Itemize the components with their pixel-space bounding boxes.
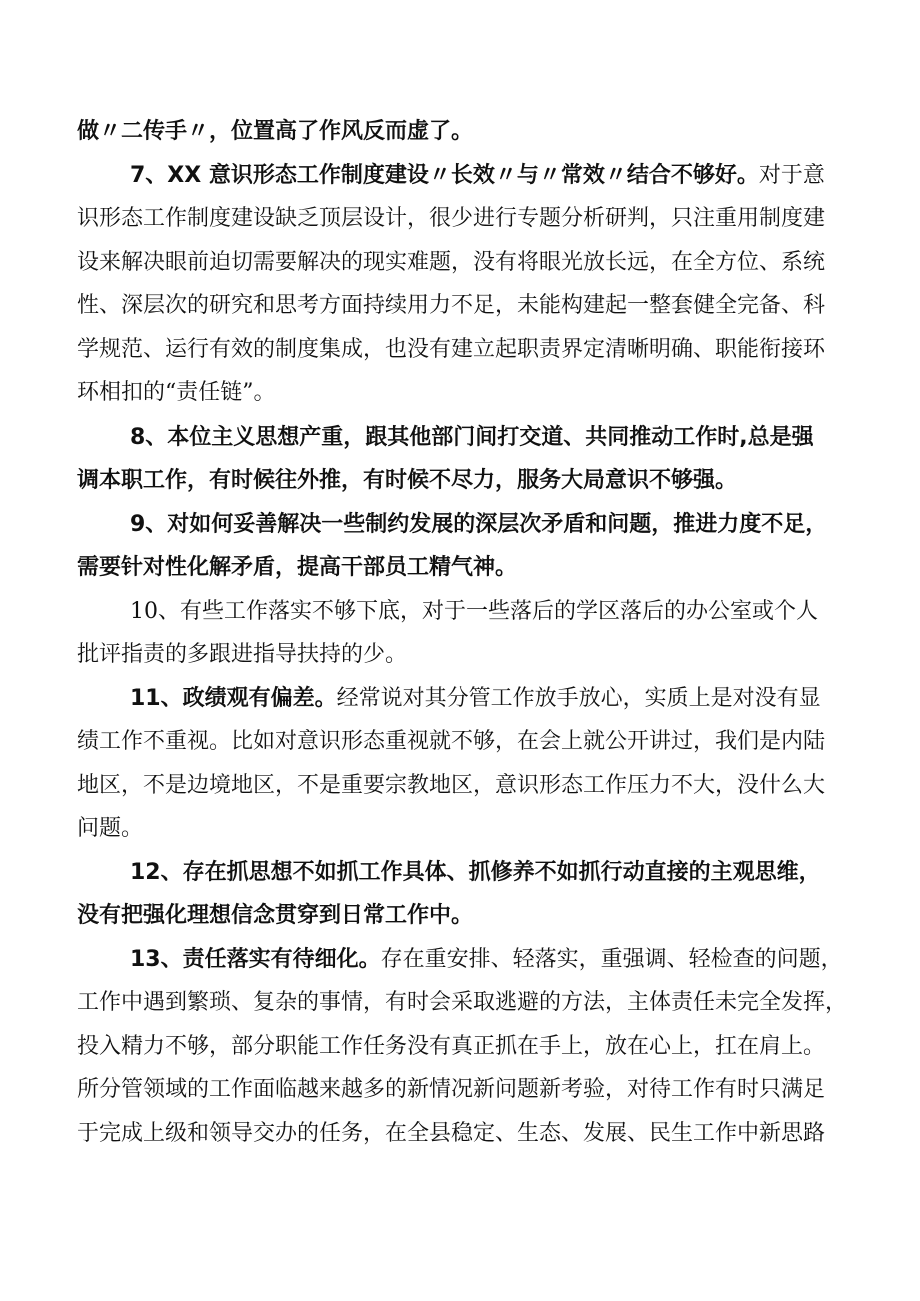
text-line: 没有把强化理想信念贯穿到日常工作中。 (77, 903, 474, 928)
text-line: 8、本位主义思想产重，跟其他部门间打交道、共同推动工作时,总是强 (130, 425, 814, 450)
text-line: 问题。 (77, 816, 144, 841)
paragraph-body: 对于意 (758, 163, 825, 188)
text-line: 环相扣的“责任链”。 (77, 380, 276, 405)
text-line: 9、对如何妥善解决一些制约发展的深层次矛盾和问题，推进力度不足， (130, 512, 828, 537)
text-line: 地区，不是边境地区，不是重要宗教地区，意识形态工作压力不大，没什么大 (77, 773, 826, 798)
paragraph-heading: 11、政绩观有偏差。 (130, 686, 337, 711)
text-line (130, 945, 843, 975)
text-line: 投入精力不够，部分职能工作任务没有真正抓在手上，放在心上，扛在肩上。 (77, 1034, 826, 1059)
text-line: 10、有些工作落实不够下底，对于一些落后的学区落后的办公室或个人 (130, 599, 818, 624)
text-line: 做〃二传手〃，位置高了作风反而虚了。 (77, 119, 474, 144)
paragraph-heading: 13、责任落实有待细化。 (130, 947, 381, 972)
text-line: 识形态工作制度建设缺乏顶层设计，很少进行专题分析研判，只注重用制度建 (77, 206, 826, 231)
text-line (130, 684, 821, 714)
text-line: 学规范、运行有效的制度集成，也没有建立起职责界定清晰明确、职能衔接环 (77, 337, 826, 362)
text-line: 所分管领域的工作面临越来越多的新情况新问题新考验，对待工作有时只满足 (77, 1077, 826, 1102)
text-line (130, 161, 825, 191)
text-line: 批评指责的多跟进指导扶持的少。 (77, 642, 408, 667)
text-line: 性、深层次的研究和思考方面持续用力不足，未能构建起一整套健全完备、科 (77, 293, 826, 318)
text-line: 需要针对性化解矛盾，提高干部员工精气神。 (77, 555, 518, 580)
text-line: 12、存在抓思想不如抓工作具体、抓修养不如抓行动直接的主观思维， (130, 860, 821, 885)
text-line: 工作中遇到繁琐、复杂的事情，有时会采取逃避的方法，主体责任未完全发挥， (77, 990, 848, 1015)
text-line: 调本职工作，有时候往外推，有时候不尽力，服务大局意识不够强。 (77, 468, 738, 493)
text-line: 设来解决眼前迫切需要解决的现实难题，没有将眼光放长远，在全方位、系统 (77, 250, 826, 275)
text-line: 绩工作不重视。比如对意识形态重视就不够，在会上就公开讲过，我们是内陆 (77, 729, 826, 754)
paragraph-heading: 7、XX 意识形态工作制度建设〃长效〃与〃常效〃结合不够好。 (130, 163, 759, 188)
text-line: 于完成上级和领导交办的任务，在全县稳定、生态、发展、民生工作中新思路 (77, 1121, 826, 1146)
paragraph-body: 存在重安排、轻落实，重强调、轻检查的问题， (380, 947, 843, 972)
paragraph-body: 经常说对其分管工作放手放心，实质上是对没有显 (336, 686, 821, 711)
